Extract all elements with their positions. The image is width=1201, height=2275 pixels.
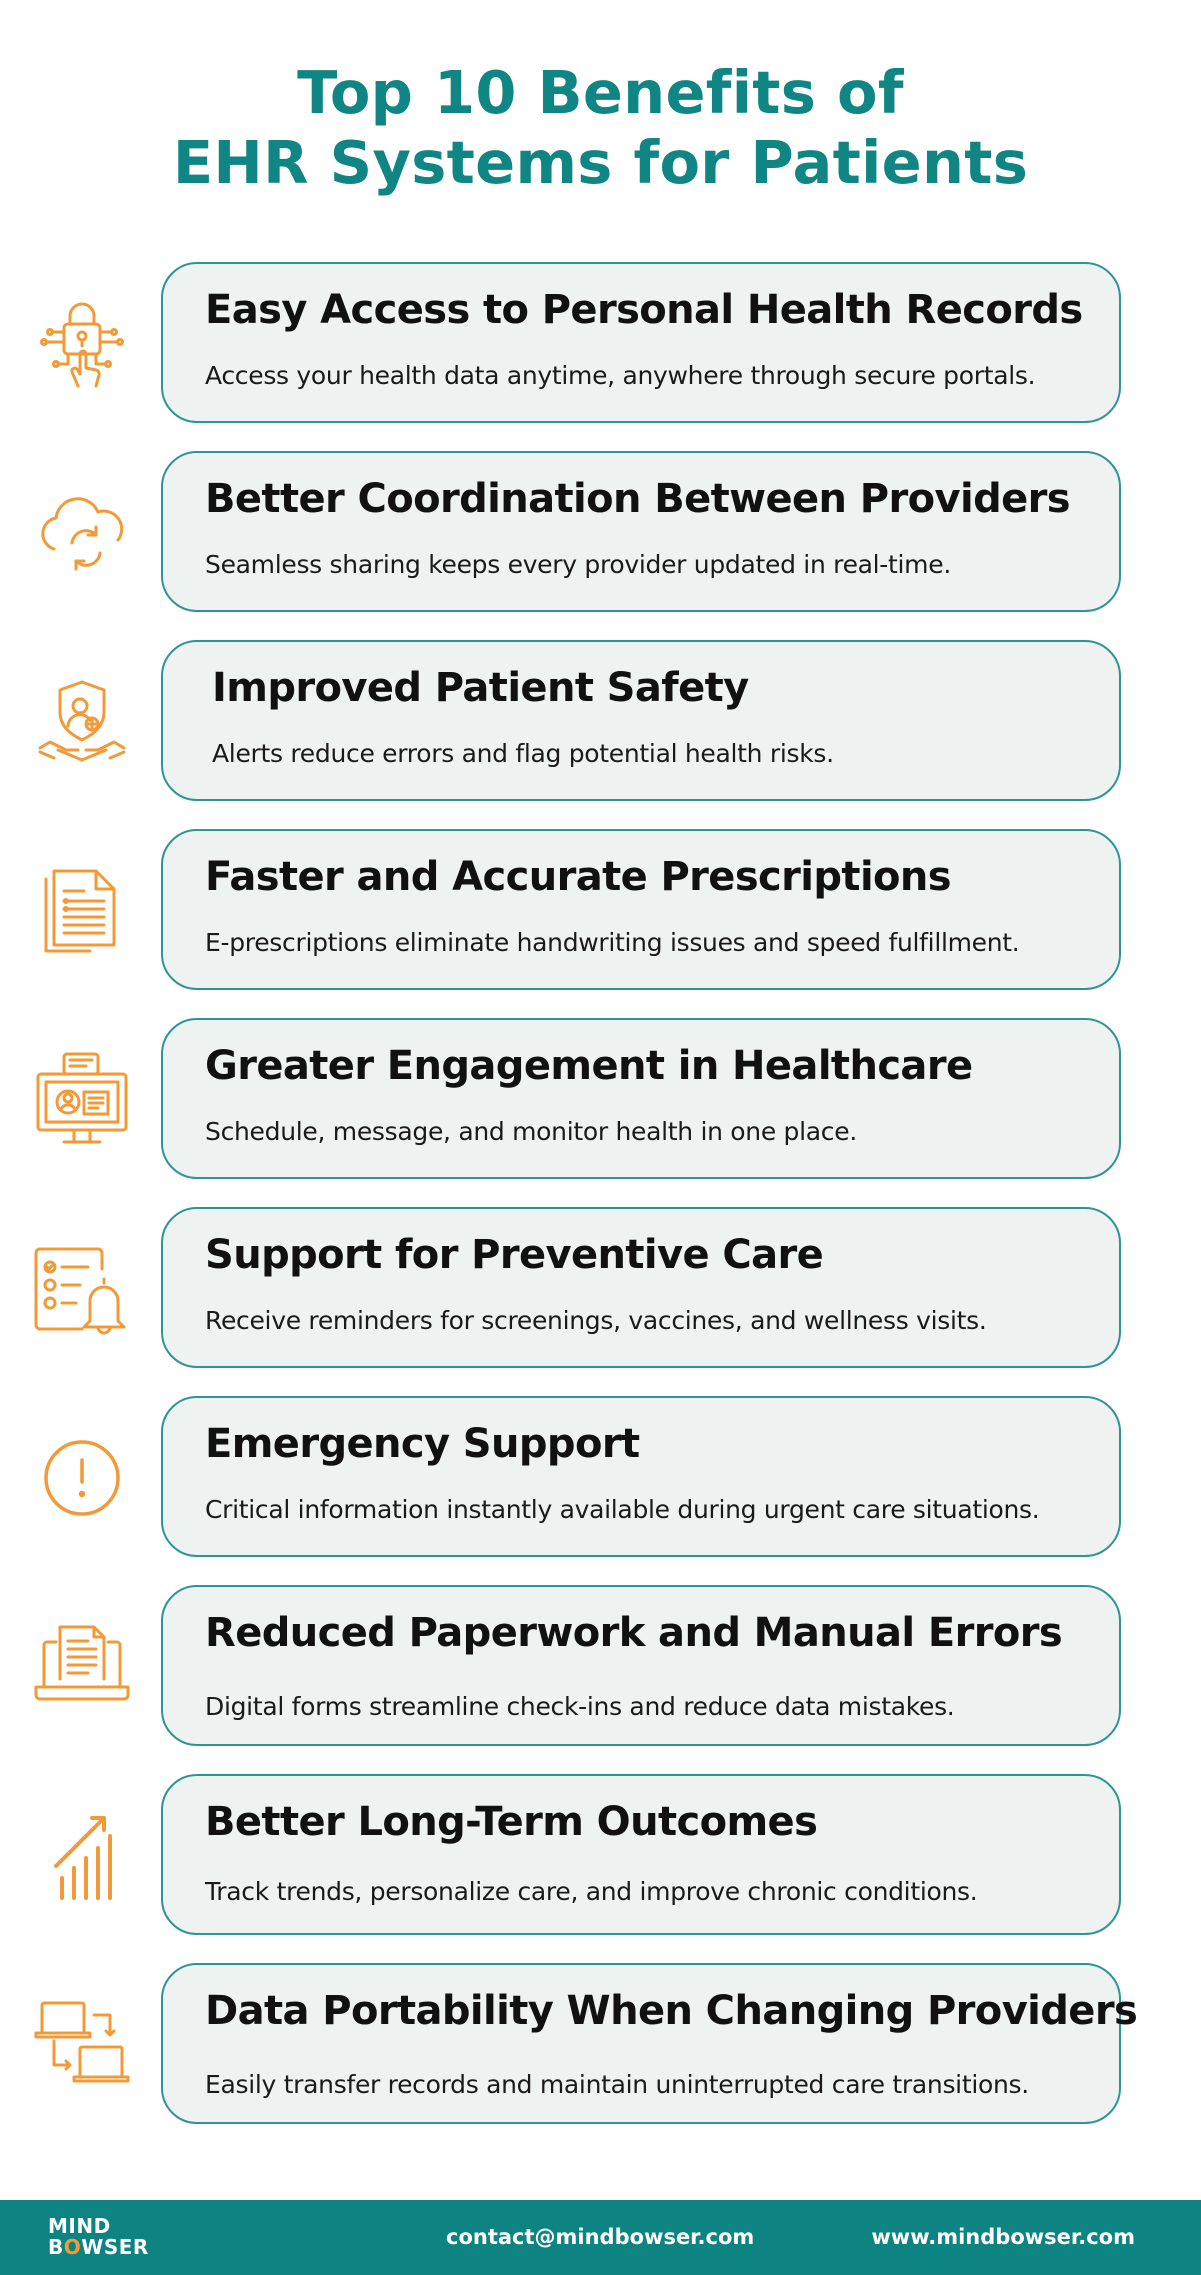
benefit-card [161, 1963, 1138, 2124]
shield-patient-icon [32, 672, 132, 772]
benefit-title: Better Long-Term Outcomes [205, 1799, 818, 1845]
benefit-title: Greater Engagement in Healthcare [205, 1043, 973, 1089]
benefit-description: E-prescriptions eliminate handwriting issues and speed fulfillment. [205, 928, 1020, 957]
benefit-title: Easy Access to Personal Health Records [205, 287, 1083, 333]
benefit-title: Better Coordination Between Providers [205, 476, 1070, 522]
benefit-item-7 [0, 1396, 1201, 1559]
footer [0, 2200, 1201, 2275]
benefit-card [161, 640, 1121, 801]
benefit-title: Improved Patient Safety [212, 665, 749, 711]
benefit-description: Alerts reduce errors and flag potential health risks. [212, 739, 834, 768]
benefit-item-5 [0, 1018, 1201, 1181]
benefit-item-3 [0, 640, 1201, 803]
checklist-bell-icon [32, 1239, 132, 1339]
benefit-card [161, 829, 1121, 990]
benefit-item-10 [0, 1963, 1201, 2126]
growth-chart-icon [32, 1806, 132, 1906]
benefit-title: Data Portability When Changing Providers [205, 1988, 1138, 2034]
benefit-card [161, 262, 1121, 423]
benefit-card [161, 1774, 1121, 1935]
page-title [0, 58, 1201, 198]
benefit-description: Seamless sharing keeps every provider updated in real-time. [205, 550, 951, 579]
website-link[interactable]: www.mindbowser.com [871, 2225, 1135, 2249]
benefit-card [161, 1585, 1121, 1746]
benefit-card [161, 451, 1121, 612]
benefit-item-9 [0, 1774, 1201, 1937]
benefit-description: Track trends, personalize care, and improve chronic conditions. [205, 1877, 978, 1906]
prescription-document-icon [32, 861, 132, 961]
benefit-card [161, 1396, 1121, 1557]
contact-email-link[interactable]: contact@mindbowser.com [446, 2225, 755, 2249]
benefit-item-2 [0, 451, 1201, 614]
benefit-title: Emergency Support [205, 1421, 640, 1467]
benefit-card [161, 1207, 1121, 1368]
page-title-line-1: Top 10 Benefits of [297, 58, 904, 127]
cloud-sync-icon [32, 483, 132, 583]
benefit-description: Digital forms streamline check-ins and reduce data mistakes. [205, 1692, 955, 1721]
laptop-document-icon [32, 1617, 132, 1717]
benefit-description: Easily transfer records and maintain uninterrupted care transitions. [205, 2070, 1029, 2099]
benefit-item-1 [0, 262, 1201, 425]
lock-touch-icon [32, 294, 132, 394]
page-title-line-2: EHR Systems for Patients [172, 128, 1029, 197]
benefit-title: Reduced Paperwork and Manual Errors [205, 1610, 1063, 1656]
laptop-transfer-icon [32, 1995, 132, 2095]
benefit-title: Support for Preventive Care [205, 1232, 824, 1278]
logo-line-2: BOWSER [48, 2235, 149, 2259]
benefit-description: Access your health data anytime, anywhere through secure portals. [205, 361, 1036, 390]
benefit-item-4 [0, 829, 1201, 992]
mindbowser-logo [48, 2216, 149, 2258]
monitor-profile-icon [32, 1050, 132, 1150]
benefit-title: Faster and Accurate Prescriptions [205, 854, 952, 900]
benefit-card [161, 1018, 1121, 1179]
benefit-description: Schedule, message, and monitor health in one place. [205, 1117, 857, 1146]
alert-circle-icon [32, 1428, 132, 1528]
benefit-description: Receive reminders for screenings, vaccines, and wellness visits. [205, 1306, 987, 1335]
benefit-description: Critical information instantly available during urgent care situations. [205, 1495, 1040, 1524]
logo-line-1: MIND [48, 2214, 111, 2238]
benefit-item-6 [0, 1207, 1201, 1370]
benefit-item-8 [0, 1585, 1201, 1748]
